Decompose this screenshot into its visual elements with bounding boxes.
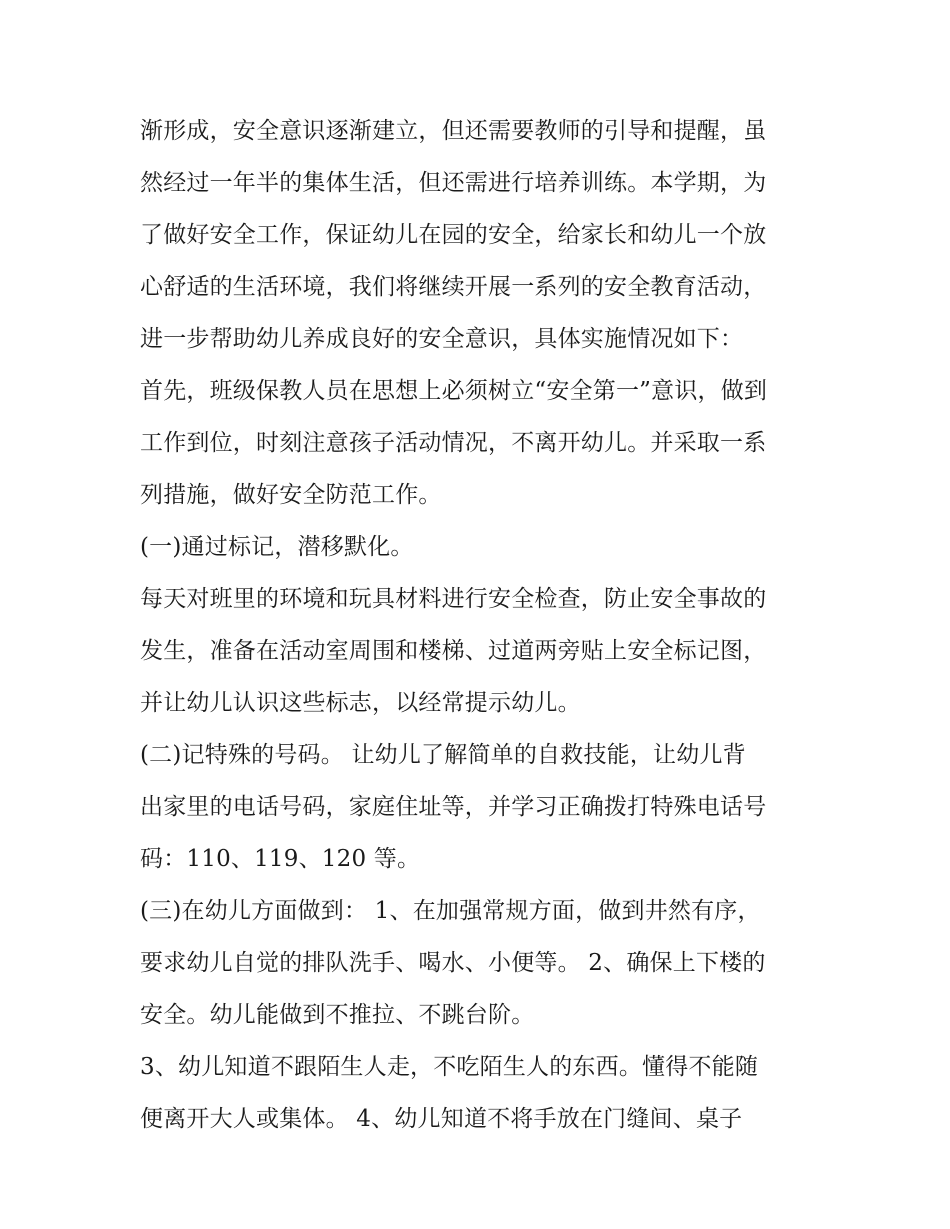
section-heading-3: (三)在幼儿方面做到： 1、在加强常规方面，做到井然有序， <box>140 898 761 924</box>
text-line-15: 码：110、119、120 等。 <box>140 846 421 872</box>
text-line-8: 列措施，做好安全防范工作。 <box>140 482 442 508</box>
section-heading-2: (二)记特殊的号码。 让幼儿了解简单的自救技能，让幼儿背 <box>140 742 746 768</box>
text-line-19: 3、幼儿知道不跟陌生人走，不吃陌生人的东西。懂得不能随 <box>140 1054 759 1080</box>
text-line-2: 然经过一年半的集体生活，但还需进行培养训练。本学期，为 <box>140 170 767 196</box>
text-line-14: 出家里的电话号码，家庭住址等，并学习正确拨打特殊电话号 <box>140 794 767 820</box>
text-line-11: 发生，准备在活动室周围和楼梯、过道两旁贴上安全标记图， <box>140 638 767 664</box>
text-line-1: 渐形成，安全意识逐渐建立，但还需要教师的引导和提醒，虽 <box>140 118 767 144</box>
text-line-3: 了做好安全工作，保证幼儿在园的安全，给家长和幼儿一个放 <box>140 222 767 248</box>
text-line-6: 首先，班级保教人员在思想上必须树立“安全第一”意识，做到 <box>140 378 768 404</box>
text-line-7: 工作到位，时刻注意孩子活动情况，不离开幼儿。并采取一系 <box>140 430 767 456</box>
text-line-10: 每天对班里的环境和玩具材料进行安全检查，防止安全事故的 <box>140 586 767 612</box>
section-heading-1: (一)通过标记，潜移默化。 <box>140 534 414 560</box>
text-line-20: 便离开大人或集体。 4、幼儿知道不将手放在门缝间、桌子 <box>140 1106 743 1132</box>
text-line-18: 安全。幼儿能做到不推拉、不跳台阶。 <box>140 1002 535 1028</box>
document-body <box>140 105 820 1145</box>
text-line-5: 进一步帮助幼儿养成良好的安全意识，具体实施情况如下： <box>140 326 744 352</box>
text-line-12: 并让幼儿认识这些标志，以经常提示幼儿。 <box>140 690 581 716</box>
text-line-17: 要求幼儿自觉的排队洗手、喝水、小便等。 2、确保上下楼的 <box>140 950 766 976</box>
text-line-4: 心舒适的生活环境，我们将继续开展一系列的安全教育活动， <box>140 274 767 300</box>
